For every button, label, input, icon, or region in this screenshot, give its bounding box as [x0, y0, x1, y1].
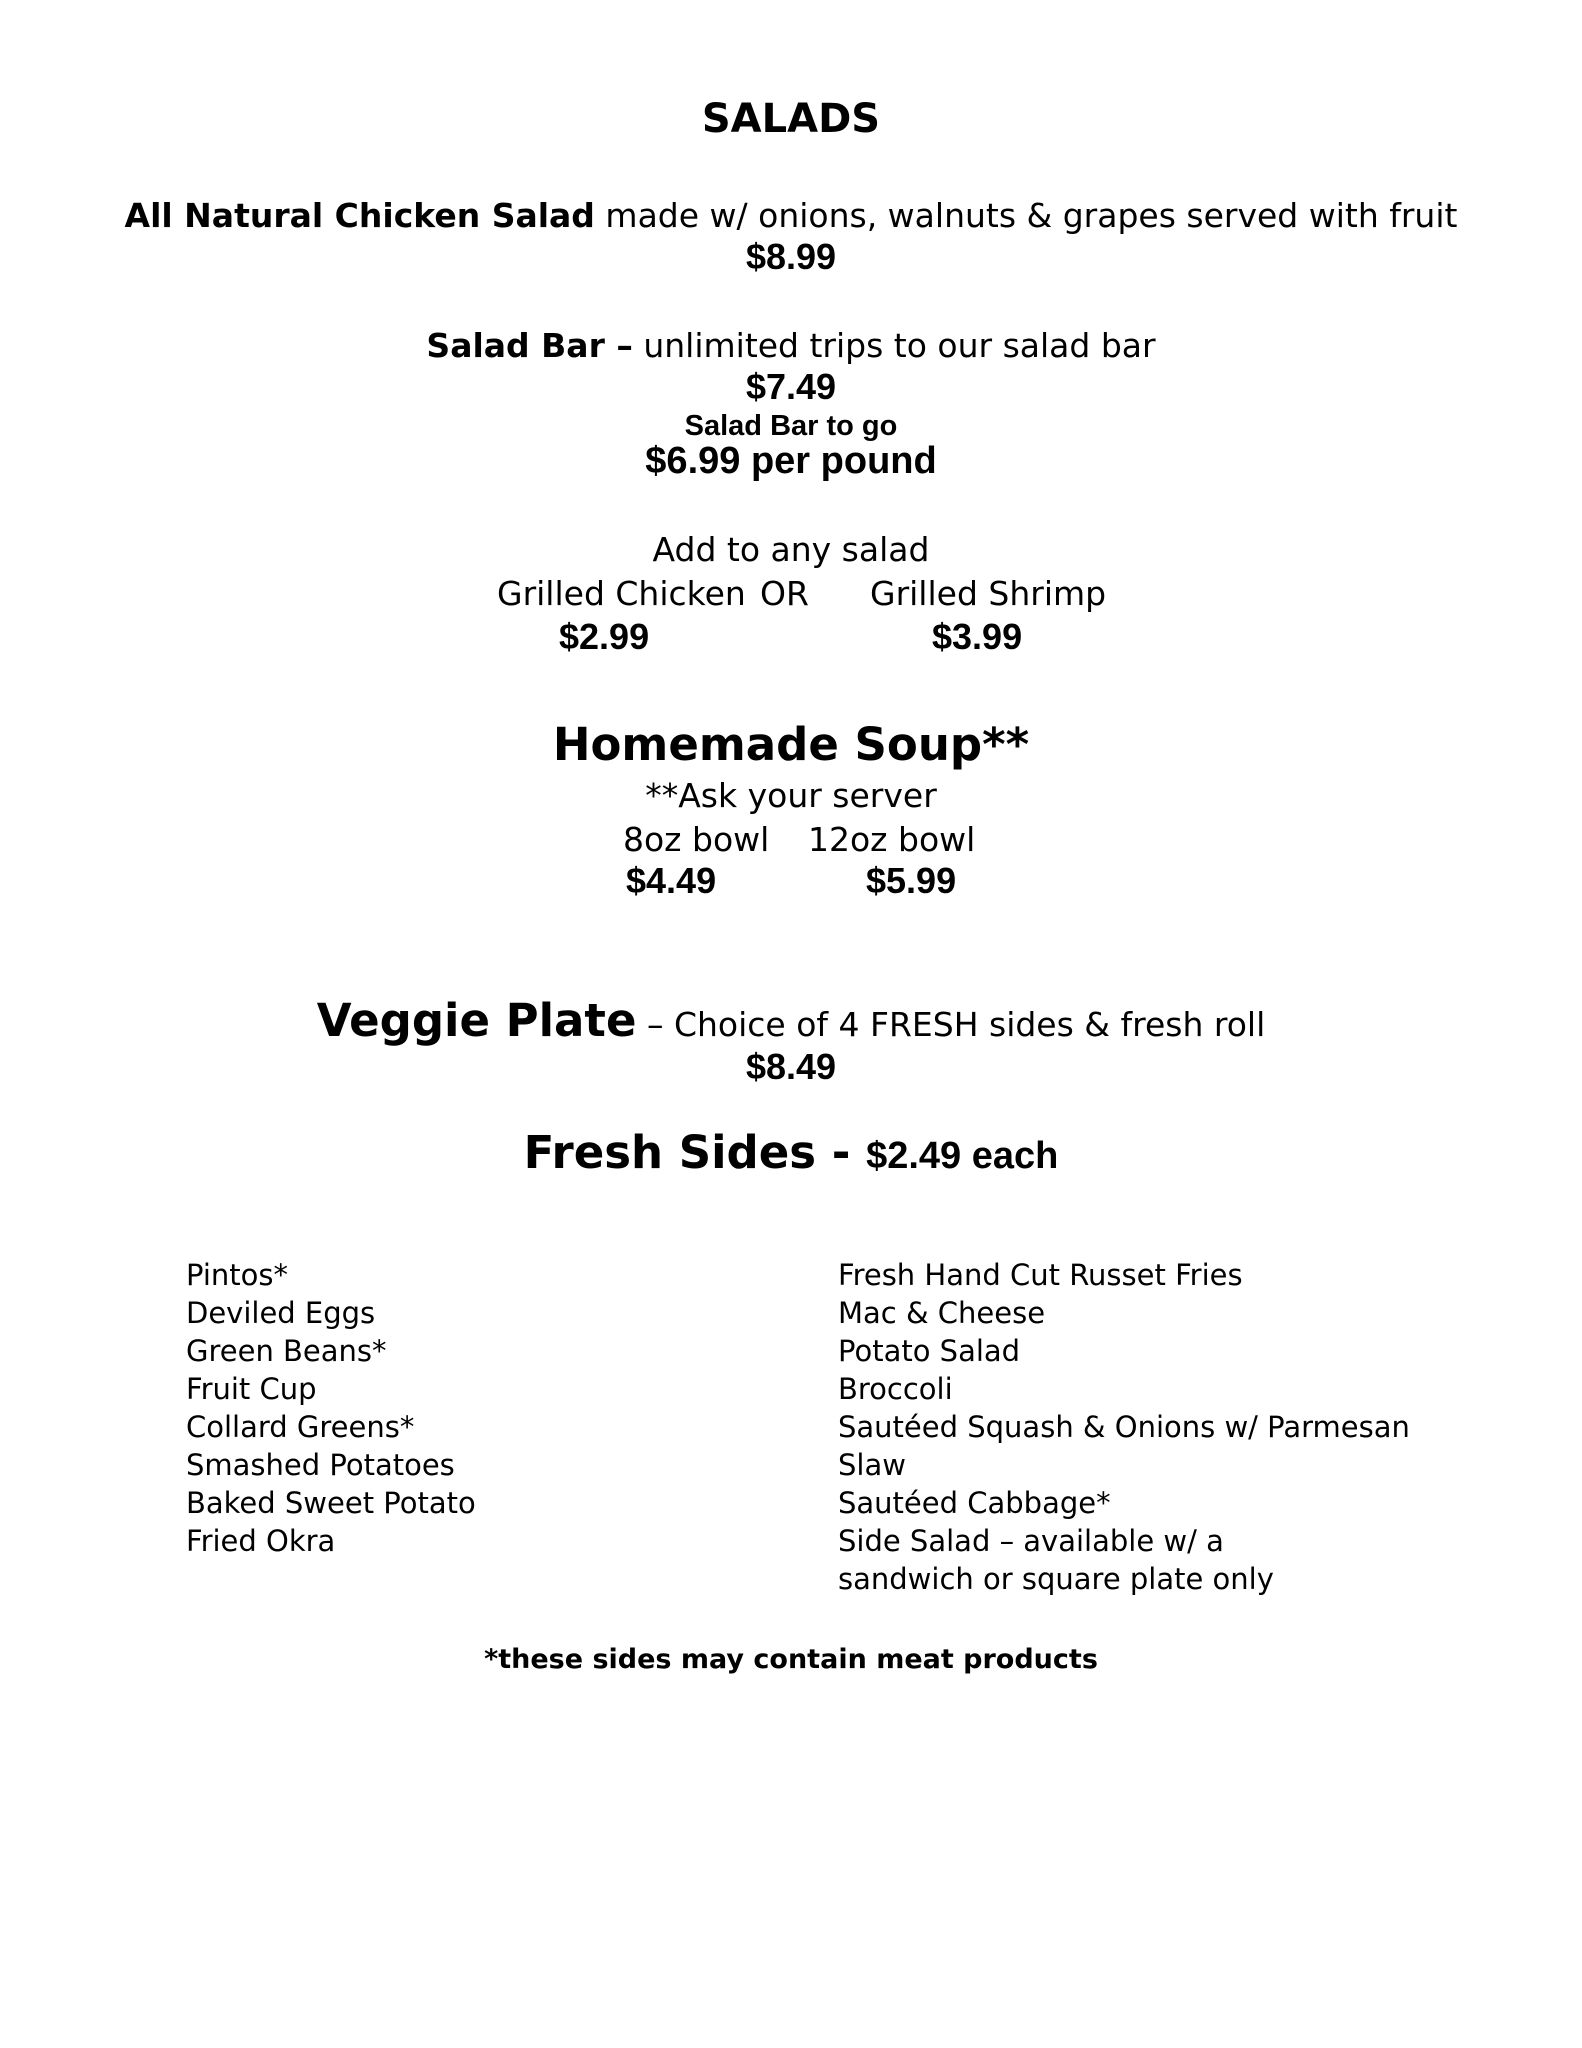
footnote: *these sides may contain meat products: [484, 1644, 1098, 1675]
salad-bar-to-go-price: $6.99 per pound: [645, 440, 937, 482]
list-item: Side Salad – available w/ a sandwich or square plate only: [838, 1524, 1274, 1596]
soup-large-price: $5.99: [866, 860, 957, 901]
veggie-plate-price: $8.49: [745, 1046, 837, 1087]
salad-bar-to-go-label: Salad Bar to go: [684, 410, 898, 442]
list-item: Pintos*: [186, 1258, 289, 1292]
chicken-salad-price: $8.99: [745, 236, 837, 277]
add-on-or-label: OR: [760, 574, 809, 613]
soup-large-label: 12oz bowl: [808, 820, 976, 859]
chicken-salad-line: [0, 196, 1582, 235]
add-on-shrimp-price: $3.99: [932, 616, 1023, 657]
list-item: Deviled Eggs: [186, 1296, 376, 1330]
list-item: Sautéed Squash & Onions w/ Parmesan: [838, 1410, 1410, 1444]
fresh-sides-separator: -: [816, 1126, 867, 1179]
list-item: Sautéed Cabbage*: [838, 1486, 1111, 1520]
fresh-sides-right-list: [838, 1256, 1410, 1598]
fresh-sides-left-list: [186, 1256, 746, 1560]
soup-small-label: 8oz bowl: [623, 820, 770, 859]
veggie-plate-line: [0, 994, 1582, 1047]
list-item: Mac & Cheese: [838, 1296, 1046, 1330]
list-item: Smashed Potatoes: [186, 1448, 455, 1482]
salad-bar-line: [0, 326, 1582, 365]
fresh-sides-heading: [0, 1126, 1582, 1179]
fresh-sides-title: Fresh Sides: [523, 1126, 817, 1179]
list-item: Broccoli: [838, 1372, 953, 1406]
soup-heading: Homemade Soup**: [552, 718, 1030, 771]
soup-small-price: $4.49: [626, 860, 717, 901]
list-item: Collard Greens*: [186, 1410, 415, 1444]
salad-bar-name: Salad Bar –: [426, 326, 633, 365]
list-item: Fruit Cup: [186, 1372, 317, 1406]
soup-note: **Ask your server: [645, 776, 937, 815]
salad-bar-description: unlimited trips to our salad bar: [632, 326, 1156, 365]
list-item: Slaw: [838, 1448, 906, 1482]
list-item: Fried Okra: [186, 1524, 336, 1558]
list-item: Potato Salad: [838, 1334, 1021, 1368]
list-item: Fresh Hand Cut Russet Fries: [838, 1258, 1243, 1292]
add-on-chicken-price: $2.99: [559, 616, 650, 657]
fresh-sides-price: $2.49 each: [866, 1135, 1059, 1177]
chicken-salad-description: made w/ onions, walnuts & grapes served with fruit: [594, 196, 1458, 235]
list-item: Green Beans*: [186, 1334, 387, 1368]
add-on-heading: Add to any salad: [652, 530, 930, 569]
veggie-plate-description: – Choice of 4 FRESH sides & fresh roll: [636, 1005, 1266, 1044]
list-item: Baked Sweet Potato: [186, 1486, 476, 1520]
veggie-plate-name: Veggie Plate: [316, 994, 637, 1047]
add-on-chicken-label: Grilled Chicken: [497, 574, 746, 613]
add-on-shrimp-label: Grilled Shrimp: [870, 574, 1107, 613]
chicken-salad-name: All Natural Chicken Salad: [124, 196, 595, 235]
salad-bar-price: $7.49: [745, 366, 837, 407]
page-title: SALADS: [701, 96, 881, 142]
